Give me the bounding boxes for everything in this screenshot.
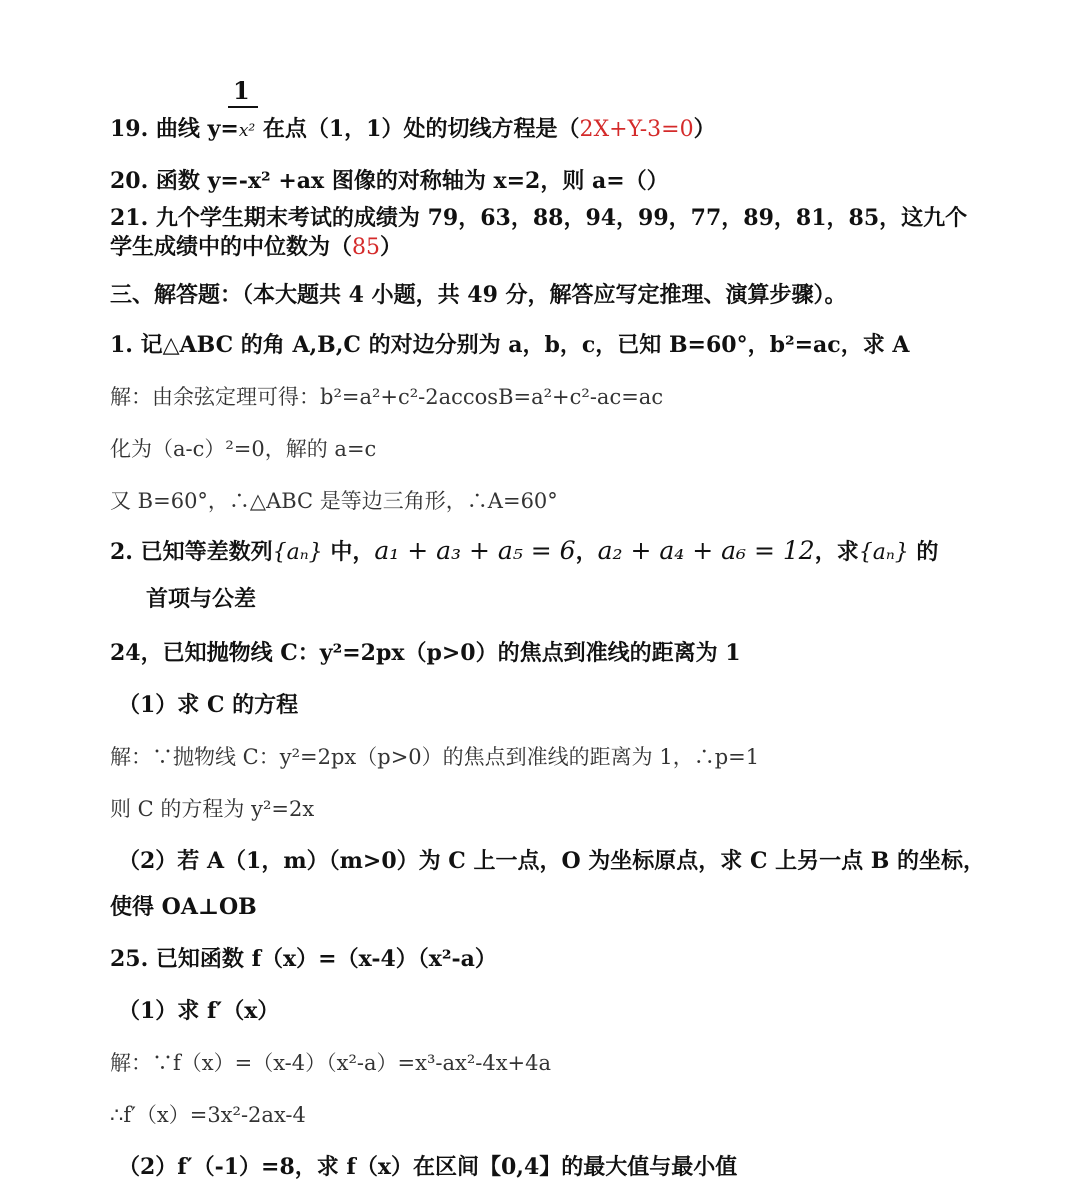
question-19 (110, 114, 716, 146)
problem-1-solution-3: 又 B=60°，∴△ABC 是等边三角形，∴A=60° (110, 489, 558, 513)
fraction-bar (228, 106, 258, 108)
problem-25-part2: （2）f′（-1）=8，求 f（x）在区间【0,4】的最大值与最小值 (118, 1154, 738, 1180)
problem-25-solution-1: 解：∵f（x）=（x-4）（x²-a）=x³-ax²-4x+4a (110, 1051, 552, 1075)
p2-eq1: a₁ + a₃ + a₅ = 6 (374, 536, 576, 565)
problem-24-part2-line2: 使得 OA⊥OB (110, 894, 257, 920)
q19-middle: 在点（1，1）处的切线方程是（ (255, 116, 580, 142)
section-3-heading: 三、解答题：（本大题共 4 小题，共 49 分，解答应写定推理、演算步骤）。 (110, 282, 847, 308)
p2-seq: {aₙ} (272, 540, 323, 565)
q19-denominator: x² (238, 121, 256, 141)
p2-prefix: 2. 已知等差数列 (110, 539, 273, 565)
problem-1-solution-1: 解：由余弦定理可得：b²=a²+c²-2accosB=a²+c²-ac=ac (110, 385, 664, 409)
q19-answer: 2X+Y-3=0 (579, 117, 694, 142)
problem-24-solution-2: 则 C 的方程为 y²=2x (110, 797, 315, 821)
q19-suffix: ） (693, 116, 716, 142)
q19-prefix: 19. 曲线 y= (110, 116, 239, 142)
problem-2-line2: 首项与公差 (146, 586, 257, 612)
problem-25-question: 25. 已知函数 f（x）=（x-4）（x²-a） (110, 946, 497, 972)
problem-1-solution-2: 化为（a-c）²=0，解的 a=c (110, 437, 377, 461)
p2-seq2: {aₙ} (858, 540, 909, 565)
question-21-line1: 21. 九个学生期末考试的成绩为 79，63，88，94，99，77，89，81，85，这九个 (110, 205, 968, 231)
question-20: 20. 函数 y=-x² +ax 图像的对称轴为 x=2，则 a=（） (110, 168, 669, 194)
p2-mid3: ，求 (814, 539, 859, 565)
problem-24-part1: （1）求 C 的方程 (118, 692, 299, 718)
p2-eq2: a₂ + a₄ + a₆ = 12 (597, 536, 815, 565)
fraction-numerator: 1 (233, 76, 250, 105)
problem-24-solution-1: 解：∵抛物线 C：y²=2px（p>0）的焦点到准线的距离为 1，∴p=1 (110, 745, 760, 769)
problem-1-question: 1. 记△ABC 的角 A,B,C 的对边分别为 a，b，c，已知 B=60°，b²=ac，求 A (110, 332, 910, 358)
problem-24-question: 24，已知抛物线 C：y²=2px（p>0）的焦点到准线的距离为 1 (110, 640, 741, 666)
p2-mid2: ， (575, 539, 598, 565)
problem-25-solution-2: ∴f′（x）=3x²-2ax-4 (110, 1103, 306, 1127)
question-21-line2 (110, 232, 402, 263)
q21-answer: 85 (352, 235, 381, 260)
problem-25-part1: （1）求 f′（x） (118, 998, 280, 1024)
problem-24-part2-line1: （2）若 A（1，m）（m>0）为 C 上一点，O 为坐标原点，求 C 上另一点 B 的坐标， (118, 848, 986, 874)
q21-suffix: ） (380, 234, 403, 260)
p2-end: 的 (908, 539, 939, 565)
p2-mid1: 中， (322, 539, 375, 565)
problem-2-question (110, 536, 938, 568)
q21-prefix: 学生成绩中的中位数为（ (110, 234, 353, 260)
